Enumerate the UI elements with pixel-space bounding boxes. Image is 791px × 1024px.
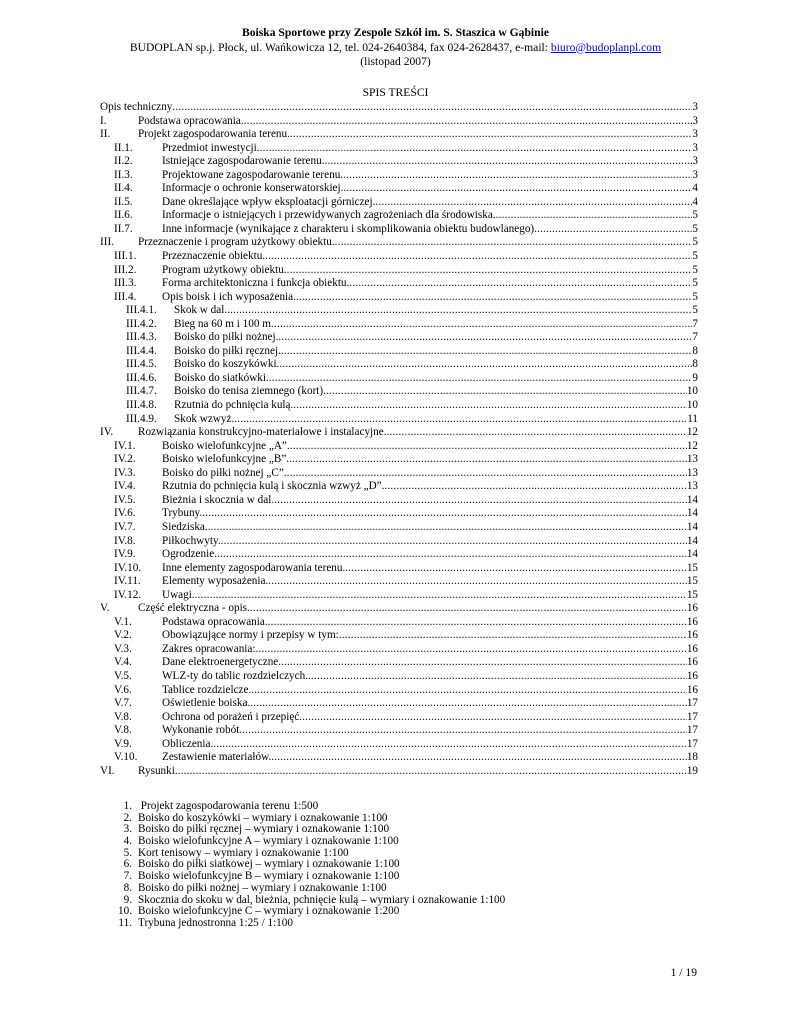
toc-entry[interactable] bbox=[100, 236, 698, 250]
toc-dot-leader bbox=[281, 345, 693, 359]
drawing-label: Boisko do piłki siatkowej – wymiary i oznakowanie 1:100 bbox=[138, 858, 400, 871]
drawing-number: 11. bbox=[118, 916, 132, 929]
toc-entry[interactable] bbox=[100, 765, 698, 779]
toc-entry-page: 5 bbox=[692, 263, 698, 276]
toc-entry-label: Bieżnia i skocznia w dal. bbox=[162, 493, 275, 506]
toc-dot-leader bbox=[244, 115, 693, 129]
toc-entry-page: 16 bbox=[686, 642, 698, 655]
toc-entry-page: 17 bbox=[686, 697, 698, 710]
drawing-label: Kort tenisowy – wymiary i oznakowanie 1:100 bbox=[138, 846, 349, 859]
toc-entry-label: WLZ-ty do tablic rozdzielczych. bbox=[162, 669, 308, 682]
toc-entry-page: 16 bbox=[686, 669, 698, 682]
toc-entry-number: VI. bbox=[100, 764, 115, 777]
toc-entry-number: III.4.4. bbox=[126, 344, 157, 357]
toc-entry-page: 8 bbox=[692, 358, 698, 371]
toc-entry-page: 3 bbox=[692, 168, 698, 181]
toc-entry[interactable] bbox=[100, 318, 698, 332]
toc-entry[interactable] bbox=[100, 440, 698, 454]
toc-entry[interactable] bbox=[100, 480, 698, 494]
toc-entry[interactable] bbox=[100, 264, 698, 278]
toc-dot-leader bbox=[269, 372, 693, 386]
toc-entry[interactable] bbox=[100, 372, 698, 386]
toc-entry-label: Trybuny. bbox=[162, 507, 203, 520]
toc-entry-page: 11 bbox=[687, 412, 698, 425]
toc-entry-label: Siedziska. bbox=[162, 520, 208, 533]
toc-entry-number: III.4.1. bbox=[126, 304, 157, 317]
toc-entry-label: Projekt zagospodarowania terenu. bbox=[138, 128, 290, 141]
toc-dot-leader bbox=[293, 399, 687, 413]
toc-entry[interactable] bbox=[100, 453, 698, 467]
toc-dot-leader bbox=[496, 209, 693, 223]
toc-dot-leader bbox=[278, 331, 692, 345]
drawing-number: 2. bbox=[123, 811, 132, 824]
drawing-number: 10. bbox=[118, 905, 132, 918]
toc-entry-label: Boisko do piłki nożnej „C”. bbox=[162, 466, 287, 479]
toc-entry-number: II.2. bbox=[114, 155, 133, 168]
company-details: BUDOPLAN sp.j. Płock, ul. Wańkowicza 12, tel. 024-2640384, fax 024-2628437, e-mail: bbox=[129, 40, 551, 54]
drawing-item bbox=[110, 918, 505, 930]
toc-entry-page: 17 bbox=[686, 724, 698, 737]
toc-dot-leader bbox=[234, 413, 687, 427]
toc-entry-page: 13 bbox=[686, 453, 698, 466]
toc-entry-number: V.7. bbox=[114, 697, 132, 710]
toc-entry[interactable] bbox=[100, 331, 698, 345]
toc-entry[interactable] bbox=[100, 277, 698, 291]
toc-entry-label: Rysunki. bbox=[138, 764, 178, 777]
toc-entry[interactable] bbox=[100, 142, 698, 156]
toc-entry[interactable] bbox=[100, 711, 698, 725]
toc-entry-page: 16 bbox=[686, 615, 698, 628]
toc-entry-page: 15 bbox=[686, 588, 698, 601]
toc-entry-number: IV.5. bbox=[114, 493, 136, 506]
toc-entry-page: 3 bbox=[692, 101, 698, 113]
toc-dot-leader bbox=[195, 589, 687, 603]
toc-entry[interactable] bbox=[100, 684, 698, 698]
toc-entry[interactable] bbox=[100, 358, 698, 372]
toc-dot-leader bbox=[335, 236, 693, 250]
toc-entry-label: Obowiązujące normy i przepisy w tym: bbox=[162, 629, 339, 642]
toc-dot-leader bbox=[308, 670, 687, 684]
toc-entry-number: II.4. bbox=[114, 182, 133, 195]
toc-entry[interactable] bbox=[100, 616, 698, 630]
toc-entry[interactable] bbox=[100, 291, 698, 305]
drawing-label: Boisko wielofunkcyjne A – wymiary i oznakowanie 1:100 bbox=[138, 835, 399, 848]
toc-entry[interactable] bbox=[100, 494, 698, 508]
drawing-label: Boisko wielofunkcyjne C – wymiary i oznakowanie 1:200 bbox=[138, 905, 400, 918]
toc-entry-number: IV.7. bbox=[114, 520, 136, 533]
toc-dot-leader bbox=[256, 643, 687, 657]
toc-entry-number: IV.11. bbox=[114, 575, 141, 588]
toc-dot-leader bbox=[279, 358, 692, 372]
toc-dot-leader bbox=[221, 535, 687, 549]
toc-entry[interactable] bbox=[100, 250, 698, 264]
toc-entry[interactable] bbox=[100, 507, 698, 521]
drawing-label: Projekt zagospodarowania terenu 1:500 bbox=[138, 800, 319, 812]
toc-entry[interactable] bbox=[100, 196, 698, 210]
toc-dot-leader bbox=[384, 480, 686, 494]
toc-entry-number: V.2. bbox=[114, 629, 132, 642]
toc-entry-label: Obliczenia. bbox=[162, 737, 214, 750]
toc-entry-page: 15 bbox=[686, 575, 698, 588]
toc-entry-page: 4 bbox=[692, 182, 698, 195]
drawing-label: Boisko do piłki ręcznej – wymiary i oznakowanie 1:100 bbox=[138, 823, 390, 836]
toc-entry-number: III. bbox=[100, 236, 114, 249]
toc-entry-number: V.8. bbox=[114, 724, 132, 737]
toc-entry-label: Przeznaczenie obiektu. bbox=[162, 250, 266, 263]
toc-entry-number: III.4.2. bbox=[126, 317, 157, 330]
toc-entry-page: 5 bbox=[692, 250, 698, 263]
toc-entry-number: IV.10. bbox=[114, 561, 142, 574]
toc-dot-leader bbox=[326, 385, 687, 399]
toc-entry-label: Rzutnia do pchnięcia kulą i skocznia wzwyż „D”. bbox=[162, 480, 385, 493]
toc-entry-label: Tablice rozdzielcze. bbox=[162, 683, 252, 696]
toc-dot-leader bbox=[324, 155, 692, 169]
drawing-label: Skocznia do skoku w dal, bieżnia, pchnięcie kulą – wymiary i oznakowanie 1:100 bbox=[138, 893, 506, 906]
toc-entry[interactable] bbox=[100, 399, 698, 413]
toc-entry-label: Piłkochwyty. bbox=[162, 534, 221, 547]
toc-entry-page: 14 bbox=[686, 507, 698, 520]
toc-entry-page: 5 bbox=[692, 304, 698, 317]
toc-entry-number: III.4.6. bbox=[126, 371, 157, 384]
company-line bbox=[0, 41, 791, 56]
toc-entry-page: 5 bbox=[692, 209, 698, 222]
drawing-number: 3. bbox=[123, 823, 132, 836]
toc-entry-page: 5 bbox=[692, 290, 698, 303]
toc-heading: SPIS TREŚCI bbox=[362, 86, 429, 99]
toc-entry-page: 3 bbox=[692, 155, 698, 168]
toc-entry[interactable] bbox=[100, 562, 698, 576]
toc-dot-leader bbox=[250, 697, 687, 711]
toc-entry[interactable] bbox=[100, 385, 698, 399]
toc-entry[interactable] bbox=[100, 182, 698, 196]
email-link[interactable]: biuro@budoplanpl.com bbox=[550, 40, 662, 54]
toc-entry-label: Ogrodzenie. bbox=[162, 548, 217, 561]
toc-entry[interactable] bbox=[100, 575, 698, 589]
toc-entry-number: V.6. bbox=[114, 683, 132, 696]
toc-entry-number: III.2. bbox=[114, 263, 137, 276]
toc-dot-leader bbox=[268, 575, 687, 589]
toc-dot-leader bbox=[375, 196, 692, 210]
toc-entry-page: 17 bbox=[686, 737, 698, 750]
toc-entry-label: Istniejące zagospodarowanie terenu. bbox=[162, 155, 325, 168]
toc-entry[interactable] bbox=[100, 643, 698, 657]
toc-entry-label: Podstawa opracowania. bbox=[162, 615, 268, 628]
toc-entry-label: Opis boisk i ich wyposażenia. bbox=[162, 290, 296, 303]
toc-entry-label: Program użytkowy obiektu. bbox=[162, 263, 287, 276]
toc-entry-label: Projektowane zagospodarowanie terenu. bbox=[162, 168, 344, 181]
toc-dot-leader bbox=[274, 494, 687, 508]
toc-entry-label: Boisko do koszykówki. bbox=[174, 358, 280, 371]
toc-entry-number: III.4.8. bbox=[126, 399, 157, 412]
toc-entry-label: Forma architektoniczna i funkcja obiektu. bbox=[162, 277, 350, 290]
drawing-label: Trybuna jednostronna 1:25 / 1:100 bbox=[138, 916, 293, 929]
document-date: (listopad 2007) bbox=[360, 55, 431, 68]
toc-entry-label: Boisko do piłki nożnej. bbox=[174, 331, 279, 344]
toc-entry[interactable] bbox=[100, 426, 698, 440]
toc-entry-label: Ochrona od porażeń i przepięć. bbox=[162, 710, 303, 723]
toc-entry-label: Uwagi. bbox=[162, 588, 195, 601]
toc-dot-leader bbox=[287, 264, 693, 278]
toc-dot-leader bbox=[296, 291, 692, 305]
toc-entry-number: III.4.9. bbox=[126, 412, 157, 425]
toc-entry-label: Część elektryczna - opis. bbox=[138, 602, 250, 615]
toc-entry-page: 15 bbox=[686, 561, 698, 574]
toc-dot-leader bbox=[265, 250, 692, 264]
toc-entry-page: 3 bbox=[692, 114, 698, 127]
toc-entry-number: V.3. bbox=[114, 642, 132, 655]
toc-entry-page: 13 bbox=[686, 480, 698, 493]
toc-entry[interactable] bbox=[100, 223, 698, 237]
drawing-number: 9. bbox=[123, 893, 132, 906]
drawing-number: 5. bbox=[123, 846, 132, 859]
toc-entry[interactable] bbox=[100, 724, 698, 738]
toc-dot-leader bbox=[213, 738, 687, 752]
toc-dot-leader bbox=[290, 128, 692, 142]
toc-dot-leader bbox=[287, 467, 687, 481]
drawing-label: Boisko wielofunkcyjne B – wymiary i oznakowanie 1:100 bbox=[138, 870, 400, 883]
toc-entry-label: Zakres opracowania: bbox=[162, 642, 256, 655]
toc-entry-label: Oświetlenie boiska. bbox=[162, 697, 251, 710]
toc-dot-leader bbox=[349, 277, 692, 291]
toc-entry-label: Podstawa opracowania. bbox=[138, 114, 244, 127]
toc-entry[interactable] bbox=[100, 413, 698, 427]
toc-entry-number: V.8. bbox=[114, 710, 132, 723]
toc-entry-number: III.4.3. bbox=[126, 331, 157, 344]
toc-entry-number: V.10. bbox=[114, 751, 138, 764]
toc-entry-page: 3 bbox=[692, 128, 698, 141]
toc-entry-label: Informacje o istniejących i przewidywanych zagrożeniach dla środowiska. bbox=[162, 209, 496, 222]
toc-dot-leader bbox=[271, 751, 687, 765]
toc-entry[interactable] bbox=[100, 521, 698, 535]
toc-dot-leader bbox=[227, 304, 692, 318]
toc-dot-leader bbox=[202, 507, 687, 521]
toc-entry-number: IV.8. bbox=[114, 534, 136, 547]
toc-entry-label: Rzutnia do pchnięcia kulą. bbox=[174, 399, 294, 412]
toc-entry-number: V.4. bbox=[114, 656, 132, 669]
toc-entry-label: Wykonanie robót. bbox=[162, 724, 243, 737]
toc-entry[interactable] bbox=[100, 115, 698, 129]
toc-entry-label: Boisko do siatkówki. bbox=[174, 371, 269, 384]
toc-entry-label: Informacje o ochronie konserwatorskiej. bbox=[162, 182, 344, 195]
page-number: 1 / 19 bbox=[670, 966, 697, 979]
toc-entry[interactable] bbox=[100, 589, 698, 603]
toc-entry[interactable] bbox=[100, 535, 698, 549]
toc-entry-page: 5 bbox=[692, 277, 698, 290]
toc-entry-number: IV.2. bbox=[114, 453, 136, 466]
toc-entry-page: 7 bbox=[692, 331, 698, 344]
toc-entry-page: 18 bbox=[686, 751, 698, 764]
drawings-list bbox=[110, 801, 505, 930]
toc-dot-leader bbox=[345, 562, 687, 576]
toc-dot-leader bbox=[343, 182, 692, 196]
toc-entry-page: 16 bbox=[686, 602, 698, 615]
drawing-label: Boisko do koszykówki – wymiary i oznakowanie 1:100 bbox=[138, 811, 388, 824]
toc-entry[interactable] bbox=[100, 345, 698, 359]
toc-entry-number: III.4.7. bbox=[126, 385, 157, 398]
toc-entry-number: IV.12. bbox=[114, 588, 142, 601]
document-header bbox=[0, 26, 791, 70]
toc-dot-leader bbox=[537, 223, 692, 237]
toc-entry[interactable] bbox=[100, 467, 698, 481]
toc-entry[interactable] bbox=[100, 751, 698, 765]
toc-entry[interactable] bbox=[100, 697, 698, 711]
toc-entry[interactable] bbox=[100, 155, 698, 169]
toc-entry-label: Elementy wyposażenia. bbox=[162, 575, 269, 588]
toc-dot-leader bbox=[343, 169, 692, 183]
toc-entry-number: V.9. bbox=[114, 737, 132, 750]
drawing-label: Boisko do piłki nożnej – wymiary i oznakowanie 1:100 bbox=[138, 881, 387, 894]
toc-entry-label: Dane elektroenergetyczne. bbox=[162, 656, 282, 669]
drawing-number: 7. bbox=[123, 870, 132, 883]
toc-dot-leader bbox=[268, 616, 687, 630]
toc-entry-label: Dane określające wpływ eksploatacji górniczej. bbox=[162, 195, 376, 208]
toc-entry[interactable] bbox=[100, 304, 698, 318]
toc-entry-page: 10 bbox=[686, 385, 698, 398]
toc-dot-leader bbox=[260, 142, 693, 156]
toc-entry-number: IV. bbox=[100, 426, 114, 439]
toc-entry-number: III.4.5. bbox=[126, 358, 157, 371]
toc-entry-label: Skok w dal. bbox=[174, 304, 228, 317]
toc-entry-label: Przedmiot inwestycji. bbox=[162, 141, 260, 154]
toc-entry-page: 14 bbox=[686, 520, 698, 533]
toc-dot-leader bbox=[290, 440, 687, 454]
toc-entry-page: 12 bbox=[686, 439, 698, 452]
toc-entry-number: V.1. bbox=[114, 615, 132, 628]
toc-entry-label: Inne informacje (wynikające z charakteru i skomplikowania obiektu budowlanego). bbox=[162, 222, 537, 235]
toc-entry-label: Boisko do piłki ręcznej. bbox=[174, 344, 281, 357]
toc-entry-label: Boisko do tenisa ziemnego (kort). bbox=[174, 385, 326, 398]
toc-entry-number: III.1. bbox=[114, 250, 137, 263]
toc-entry[interactable] bbox=[100, 101, 698, 115]
toc-entry[interactable] bbox=[100, 209, 698, 223]
drawing-number: 6. bbox=[123, 858, 132, 871]
toc-entry-page: 8 bbox=[692, 344, 698, 357]
toc-dot-leader bbox=[281, 656, 687, 670]
toc-entry-number: IV.3. bbox=[114, 466, 136, 479]
toc-entry-page: 16 bbox=[686, 656, 698, 669]
toc-entry-number: II.6. bbox=[114, 209, 133, 222]
drawing-number: 4. bbox=[123, 835, 132, 848]
drawing-number: 8. bbox=[123, 881, 132, 894]
toc-entry-page: 14 bbox=[686, 493, 698, 506]
document-title: Boiska Sportowe przy Zespole Szkół im. S. Staszica w Gąbinie bbox=[242, 26, 549, 39]
toc-entry-number: IV.4. bbox=[114, 480, 136, 493]
toc-entry-number: II.7. bbox=[114, 222, 133, 235]
toc-entry-number: II.3. bbox=[114, 168, 133, 181]
toc-entry-page: 10 bbox=[686, 399, 698, 412]
toc-entry-label: Boisko wielofunkcyjne „A”. bbox=[162, 439, 290, 452]
toc-entry-page: 14 bbox=[686, 534, 698, 547]
toc-entry[interactable] bbox=[100, 548, 698, 562]
toc-entry-label: Zestawienie materiałów. bbox=[162, 751, 272, 764]
toc-entry-number: IV.1. bbox=[114, 439, 136, 452]
toc-entry-number: II. bbox=[100, 128, 111, 141]
table-of-contents bbox=[100, 101, 698, 778]
drawing-number: 1. bbox=[123, 800, 132, 812]
toc-dot-leader bbox=[242, 724, 687, 738]
toc-dot-leader bbox=[251, 684, 687, 698]
toc-dot-leader bbox=[387, 426, 687, 440]
toc-entry-label: Boisko wielofunkcyjne „B”. bbox=[162, 453, 290, 466]
toc-entry-page: 16 bbox=[686, 683, 698, 696]
toc-entry[interactable] bbox=[100, 670, 698, 684]
toc-entry-page: 13 bbox=[686, 466, 698, 479]
toc-entry-number: I. bbox=[100, 114, 107, 127]
toc-entry-number: III.4. bbox=[114, 290, 137, 303]
toc-entry[interactable] bbox=[100, 738, 698, 752]
toc-entry-page: 9 bbox=[692, 371, 698, 384]
toc-entry-page: 16 bbox=[686, 629, 698, 642]
toc-entry-label: Opis techniczny bbox=[100, 101, 173, 113]
toc-entry-page: 5 bbox=[692, 222, 698, 235]
toc-entry[interactable] bbox=[100, 602, 698, 616]
toc-entry-label: Skok wzwyż. bbox=[174, 412, 235, 425]
toc-entry[interactable] bbox=[100, 128, 698, 142]
toc-dot-leader bbox=[217, 548, 687, 562]
toc-dot-leader bbox=[178, 765, 687, 779]
toc-entry-page: 3 bbox=[692, 141, 698, 154]
toc-entry[interactable] bbox=[100, 169, 698, 183]
toc-entry-number: IV.6. bbox=[114, 507, 136, 520]
toc-dot-leader bbox=[339, 629, 687, 643]
toc-entry-number: V.5. bbox=[114, 669, 132, 682]
toc-entry-label: Rozwiązania konstrukcyjno-materiałowe i instalacyjne. bbox=[138, 426, 387, 439]
toc-entry-page: 5 bbox=[692, 236, 698, 249]
toc-dot-leader bbox=[302, 711, 687, 725]
toc-dot-leader bbox=[271, 318, 692, 332]
toc-entry-number: III.3. bbox=[114, 277, 137, 290]
toc-entry-page: 12 bbox=[686, 426, 698, 439]
toc-entry-number: II.1. bbox=[114, 141, 133, 154]
toc-entry-label: Inne elementy zagospodarowania terenu. bbox=[162, 561, 346, 574]
toc-entry-page: 14 bbox=[686, 548, 698, 561]
toc-entry-page: 7 bbox=[692, 317, 698, 330]
toc-entry-number: IV.9. bbox=[114, 548, 136, 561]
toc-dot-leader bbox=[289, 453, 687, 467]
toc-entry-label: Bieg na 60 m i 100 m bbox=[174, 317, 271, 330]
toc-dot-leader bbox=[172, 101, 692, 115]
toc-entry-label: Przeznaczenie i program użytkowy obiektu. bbox=[138, 236, 335, 249]
toc-entry-number: II.5. bbox=[114, 195, 133, 208]
toc-entry-page: 17 bbox=[686, 710, 698, 723]
toc-entry[interactable] bbox=[100, 629, 698, 643]
toc-entry-number: V. bbox=[100, 602, 110, 615]
toc-entry-page: 4 bbox=[692, 195, 698, 208]
toc-entry[interactable] bbox=[100, 656, 698, 670]
toc-dot-leader bbox=[250, 602, 687, 616]
toc-entry-page: 19 bbox=[686, 764, 698, 777]
toc-dot-leader bbox=[208, 521, 687, 535]
